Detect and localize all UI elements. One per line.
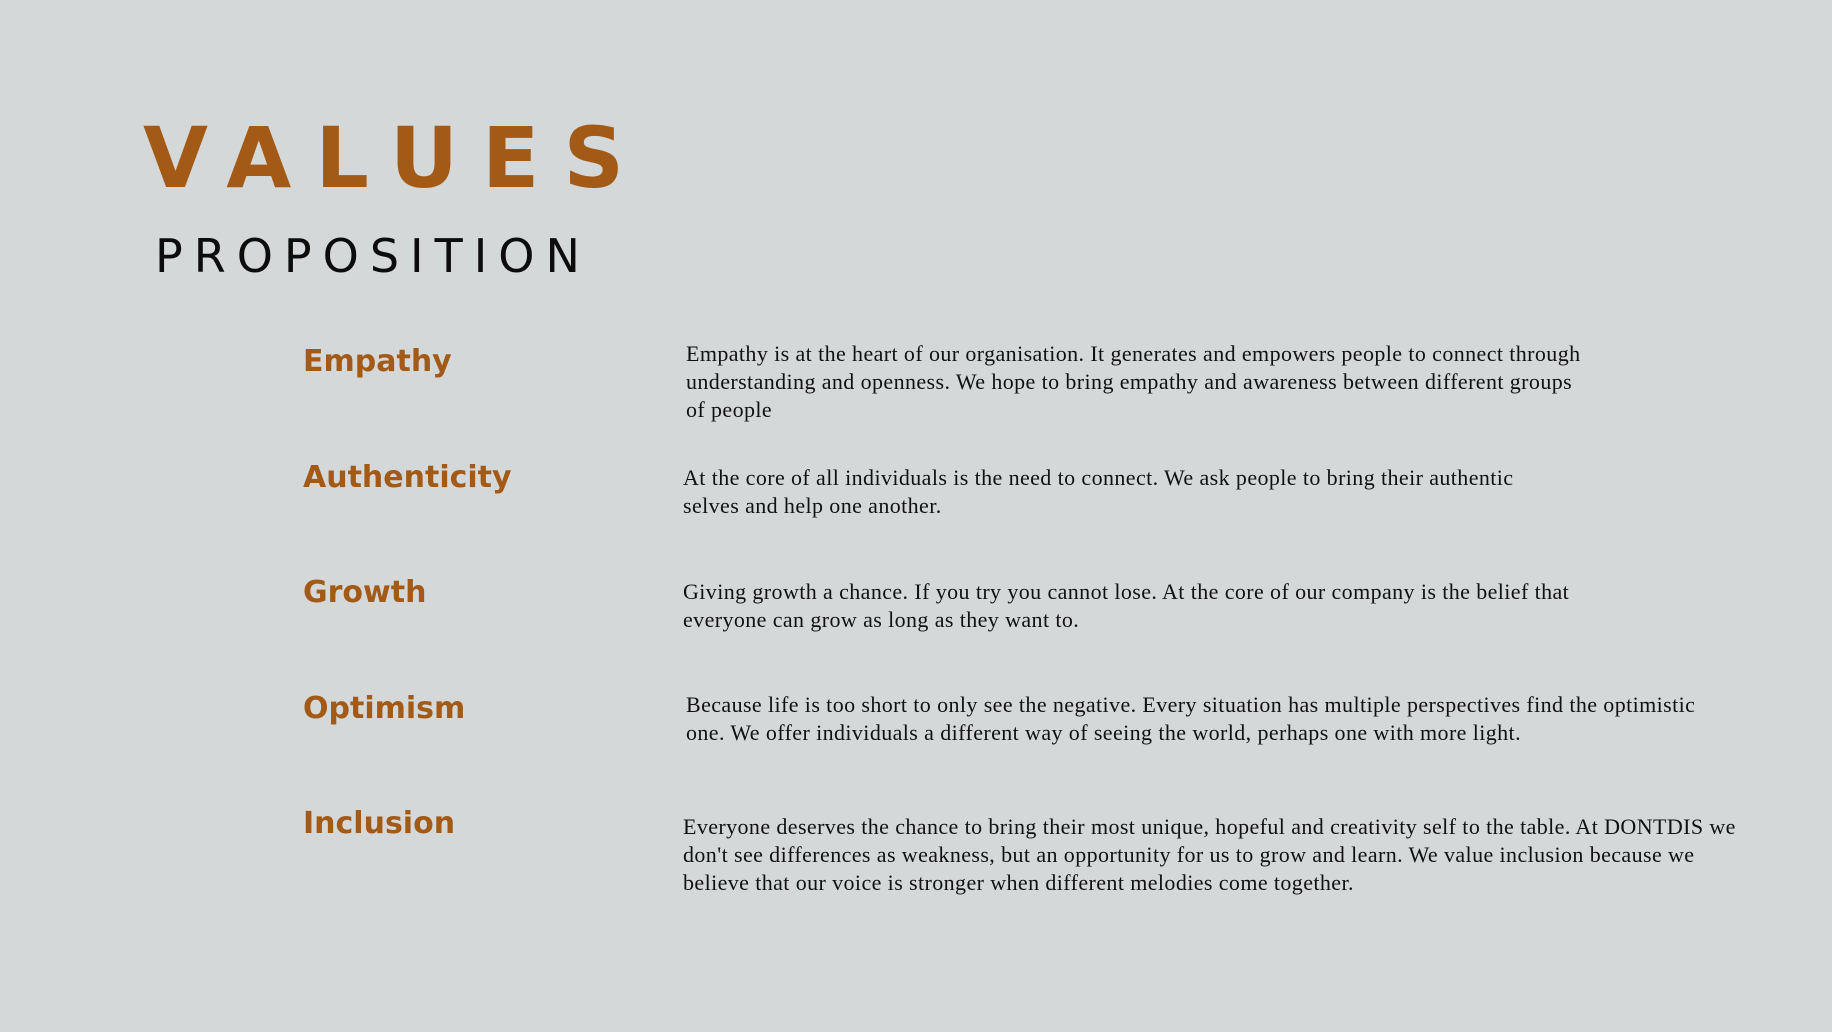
value-description-optimism: Because life is too short to only see the negative. Every situation has multiple perspectives find the optimistic one. We offer individuals a different way of seeing the world, perhaps one with more light. <box>686 692 1696 745</box>
value-name-empathy: Empathy <box>303 344 452 379</box>
value-description-growth: Giving growth a chance. If you try you cannot lose. At the core of our company is the belief that everyone can grow as long as they want to. <box>683 579 1570 632</box>
value-name-growth: Growth <box>303 575 427 610</box>
value-name-inclusion: Inclusion <box>303 806 456 841</box>
value-name-optimism: Optimism <box>303 691 466 726</box>
value-description-empathy: Empathy is at the heart of our organisation. It generates and empowers people to connect through understanding and openness. We hope to bring empathy and awareness between different groups of people <box>686 341 1581 422</box>
value-description-inclusion: Everyone deserves the chance to bring their most unique, hopeful and creativity self to the table. At DONTDIS we don't see differences as weakness, but an opportunity for us to grow and learn. We value inclusion because we believe that our voice is stronger when different melodies come together. <box>683 814 1736 895</box>
value-description-authenticity: At the core of all individuals is the need to connect. We ask people to bring their authentic selves and help one another. <box>683 465 1514 518</box>
value-name-authenticity: Authenticity <box>303 460 512 495</box>
page-title: VALUES <box>143 109 648 207</box>
page-subtitle: PROPOSITION <box>155 229 591 283</box>
